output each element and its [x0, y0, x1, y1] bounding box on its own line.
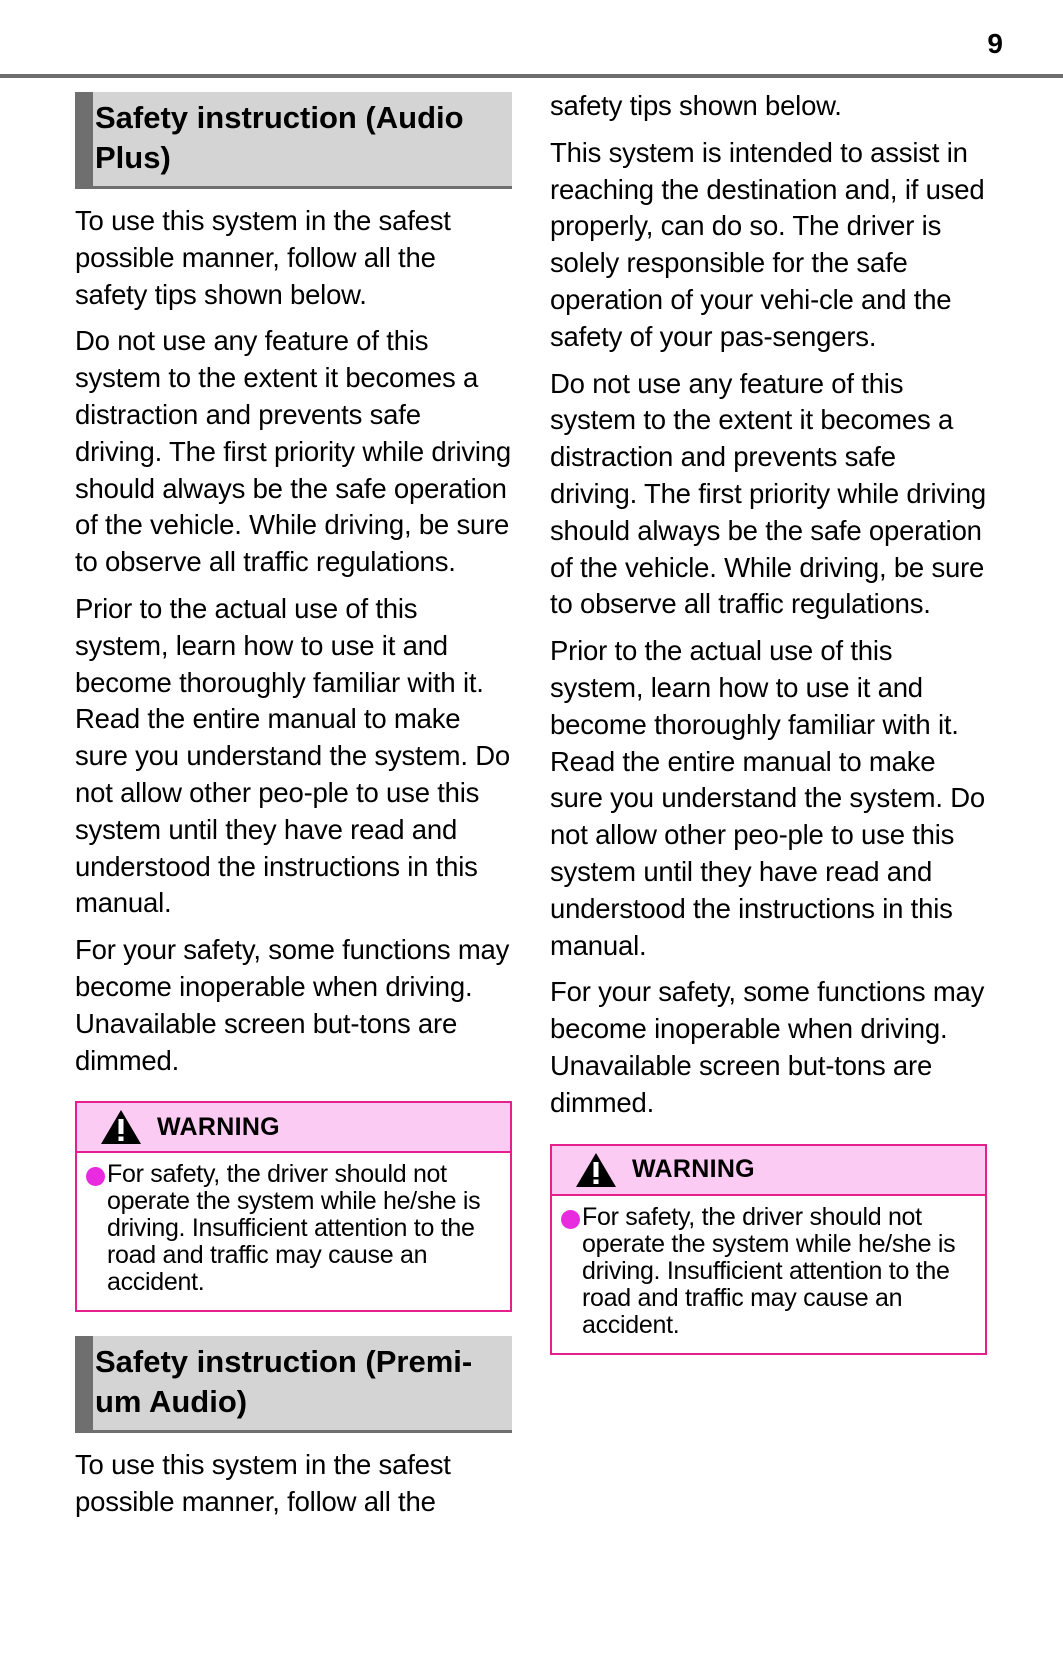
paragraph: Do not use any feature of this system to the extent it becomes a distraction and prevents safe driving. The first priority while driving should always be the safe operation of the vehicle. While driving, be sure to observe all traffic regulations.	[550, 367, 987, 620]
paragraph: safety tips shown below.	[550, 90, 842, 121]
bullet-dot-icon	[561, 1210, 580, 1229]
paragraph: For your safety, some functions may become inoperable when driving. Unavailable screen but-tons are dimmed.	[550, 976, 985, 1118]
warning-triangle-icon	[574, 1151, 618, 1189]
warning-box	[550, 1144, 987, 1355]
paragraph: For your safety, some functions may become inoperable when driving. Unavailable screen but-tons are dimmed.	[75, 934, 510, 1076]
paragraph: Prior to the actual use of this system, learn how to use it and become thoroughly familiar with it. Read the entire manual to make sure you understand the system. Do not allow other peo-ple to use this system until they have read and understood the instructions in this manual.	[550, 635, 985, 961]
paragraph: To use this system in the safest possible manner, follow all the	[75, 1449, 451, 1518]
paragraph: Prior to the actual use of this system, learn how to use it and become thoroughly familiar with it. Read the entire manual to make sure you understand the system. Do not allow other peo-ple to use this system until they have read and understood the instructions in this manual.	[75, 592, 510, 919]
section-title-premium-audio: Safety instruction (Premi-um Audio)	[75, 1336, 512, 1433]
warning-body	[77, 1153, 510, 1310]
paragraph: Do not use any feature of this system to the extent it becomes a distraction and prevents safe driving. The first priority while driving should always be the safe operation of the vehicle. While driving, be sure to observe all traffic regulations.	[75, 325, 512, 578]
warning-text: For safety, the driver should not operate the system while he/she is driving. Insufficient attention to the road and traffic may cause an accident.	[107, 1160, 481, 1297]
bullet-dot-icon	[86, 1167, 105, 1186]
warning-header	[552, 1146, 985, 1196]
right-column	[550, 88, 987, 1379]
top-divider	[0, 74, 1063, 78]
warning-triangle-icon	[99, 1108, 143, 1146]
section-title-audio-plus: Safety instruction (Audio Plus)	[75, 92, 512, 189]
page-number: 9	[987, 28, 1003, 59]
warning-text: For safety, the driver should not operate the system while he/she is driving. Insufficient attention to the road and traffic may cause an accident.	[582, 1202, 956, 1339]
warning-box	[75, 1101, 512, 1312]
paragraph: This system is intended to assist in reaching the destination and, if used properly, can do so. The driver is solely responsible for the safe operation of your vehi-cle and the safety of your pas-sengers.	[550, 136, 985, 352]
warning-title: WARNING	[157, 1112, 280, 1141]
warning-body	[552, 1196, 985, 1353]
paragraph: To use this system in the safest possible manner, follow all the safety tips shown below.	[75, 205, 451, 310]
warning-title: WARNING	[632, 1155, 755, 1184]
left-column	[75, 92, 512, 1531]
warning-header	[77, 1103, 510, 1153]
